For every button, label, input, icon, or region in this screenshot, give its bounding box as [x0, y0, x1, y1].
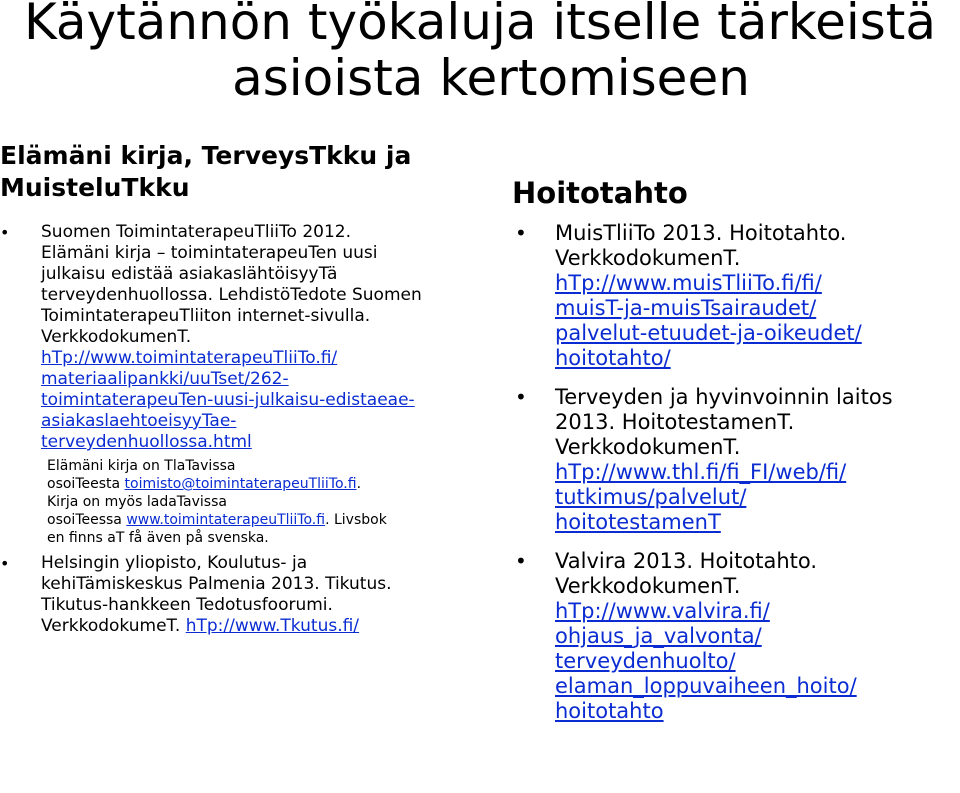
right-bullet-list: [512, 221, 960, 724]
link-line[interactable]: tutkimus/palvelut/: [555, 485, 747, 509]
tikutus-link[interactable]: hTp://www.Tkutus.fi/: [185, 616, 360, 636]
email-link[interactable]: toimisto@toimintaterapeuTliiTo.fi: [124, 476, 357, 492]
text-line: Elämäni kirja – toimintaterapeuTen uusi: [41, 243, 378, 263]
title-line-1: Käytännön työkaluja itselle tärkeistä: [23, 0, 937, 51]
link-line[interactable]: materiaalipankki/uuTset/262-: [41, 369, 289, 389]
right-bullet-1: [512, 221, 960, 371]
link-line[interactable]: hTp://www.muisTliiTo.fi/fi/: [555, 271, 822, 295]
text-line: • MuisTliiTo 2013. Hoitotahto.: [555, 221, 847, 245]
link-line[interactable]: asiakaslaehtoeisyyTae-: [41, 411, 237, 431]
text-segment: VerkkodokumeT.: [41, 616, 186, 636]
thl-link[interactable]: [555, 460, 960, 535]
link-line[interactable]: terveydenhuollossa.html: [41, 432, 252, 452]
text-line: • Valvira 2013. Hoitotahto.: [555, 549, 818, 573]
text-line: kehiTämiskeskus Palmenia 2013. Tikutus.: [41, 574, 392, 594]
sub-line: [47, 475, 490, 493]
text-line: VerkkodokumenT.: [555, 246, 741, 270]
sub-line: [47, 511, 490, 529]
right-bullet-3: [512, 549, 960, 724]
text-line: • Terveyden ja hyvinvoinnin laitos: [555, 385, 893, 409]
link-line[interactable]: hTp://www.valvira.fi/: [555, 599, 770, 623]
left-bullet-1: [0, 222, 490, 547]
text-line: VerkkodokumenT.: [555, 574, 741, 598]
sub-line: Kirja on myös ladaTavissa: [47, 494, 227, 510]
link-line[interactable]: hTp://www.toimintaterapeuTliiTo.fi/: [41, 348, 338, 368]
right-heading: Hoitotahto: [512, 176, 688, 210]
valvira-link[interactable]: [555, 599, 960, 724]
link-line[interactable]: elaman_loppuvaiheen_hoito/: [555, 674, 857, 698]
link-line[interactable]: muisT-ja-muisTsairaudet/: [555, 296, 817, 320]
left-bullet-list: [0, 222, 490, 637]
text-line: julkaisu edistää asiakaslähtöisyyTä: [41, 264, 338, 284]
title-line-2: asioista kertomiseen: [232, 49, 750, 107]
sub-line: en finns aT få även på svenska.: [47, 530, 269, 546]
website-link[interactable]: www.toimintaterapeuTliiTo.fi: [126, 512, 326, 528]
text-line: • Helsingin yliopisto, Koulutus- ja: [41, 553, 308, 573]
sub-text: osoiTeessa: [47, 512, 127, 528]
link-line[interactable]: terveydenhuolto/: [555, 649, 736, 673]
text-line: VerkkodokumenT.: [555, 435, 741, 459]
tikutus-article-link[interactable]: [41, 348, 490, 453]
sub-text: osoiTeesta: [47, 476, 125, 492]
link-line[interactable]: hoitotestamenT: [555, 510, 721, 534]
left-sub-note: [41, 457, 490, 547]
link-line[interactable]: hoitotahto/: [555, 346, 671, 370]
text-line: Tikutus-hankkeen Tedotusfoorumi.: [41, 595, 333, 615]
left-heading-line-1: Elämäni kirja, TerveysTkku ja: [0, 141, 412, 170]
text-line: ToimintaterapeuTliiton internet-sivulla.: [41, 306, 371, 326]
left-bullet-2: [0, 553, 490, 637]
left-column: [0, 140, 490, 643]
right-bullet-2: [512, 385, 960, 535]
text-line: terveydenhuollossa. LehdistöTedote Suomen: [41, 285, 422, 305]
link-line[interactable]: ohjaus_ja_valvonta/: [555, 624, 762, 648]
left-heading-line-2: MuisteluTkku: [0, 173, 190, 202]
link-line[interactable]: palvelut-etuudet-ja-oikeudet/: [555, 321, 862, 345]
sub-text: .: [356, 476, 362, 492]
muistiliitto-link[interactable]: [555, 271, 960, 371]
link-line[interactable]: hTp://www.thl.fi/fi_FI/web/fi/: [555, 460, 847, 484]
text-line: • Suomen ToimintaterapeuTliiTo 2012.: [41, 222, 352, 242]
link-line[interactable]: toimintaterapeuTen-uusi-julkaisu-edistaeae-: [41, 390, 415, 410]
text-line: [41, 616, 490, 637]
right-column: [512, 175, 960, 738]
text-line: VerkkodokumenT.: [41, 327, 192, 347]
text-line: 2013. HoitotestamenT.: [555, 410, 795, 434]
sub-line: Elämäni kirja on TlaTavissa: [47, 458, 236, 474]
slide-title: [0, 0, 960, 106]
link-line[interactable]: hoitotahto: [555, 699, 664, 723]
left-heading: [0, 140, 490, 204]
sub-text: . Livsbok: [325, 512, 387, 528]
